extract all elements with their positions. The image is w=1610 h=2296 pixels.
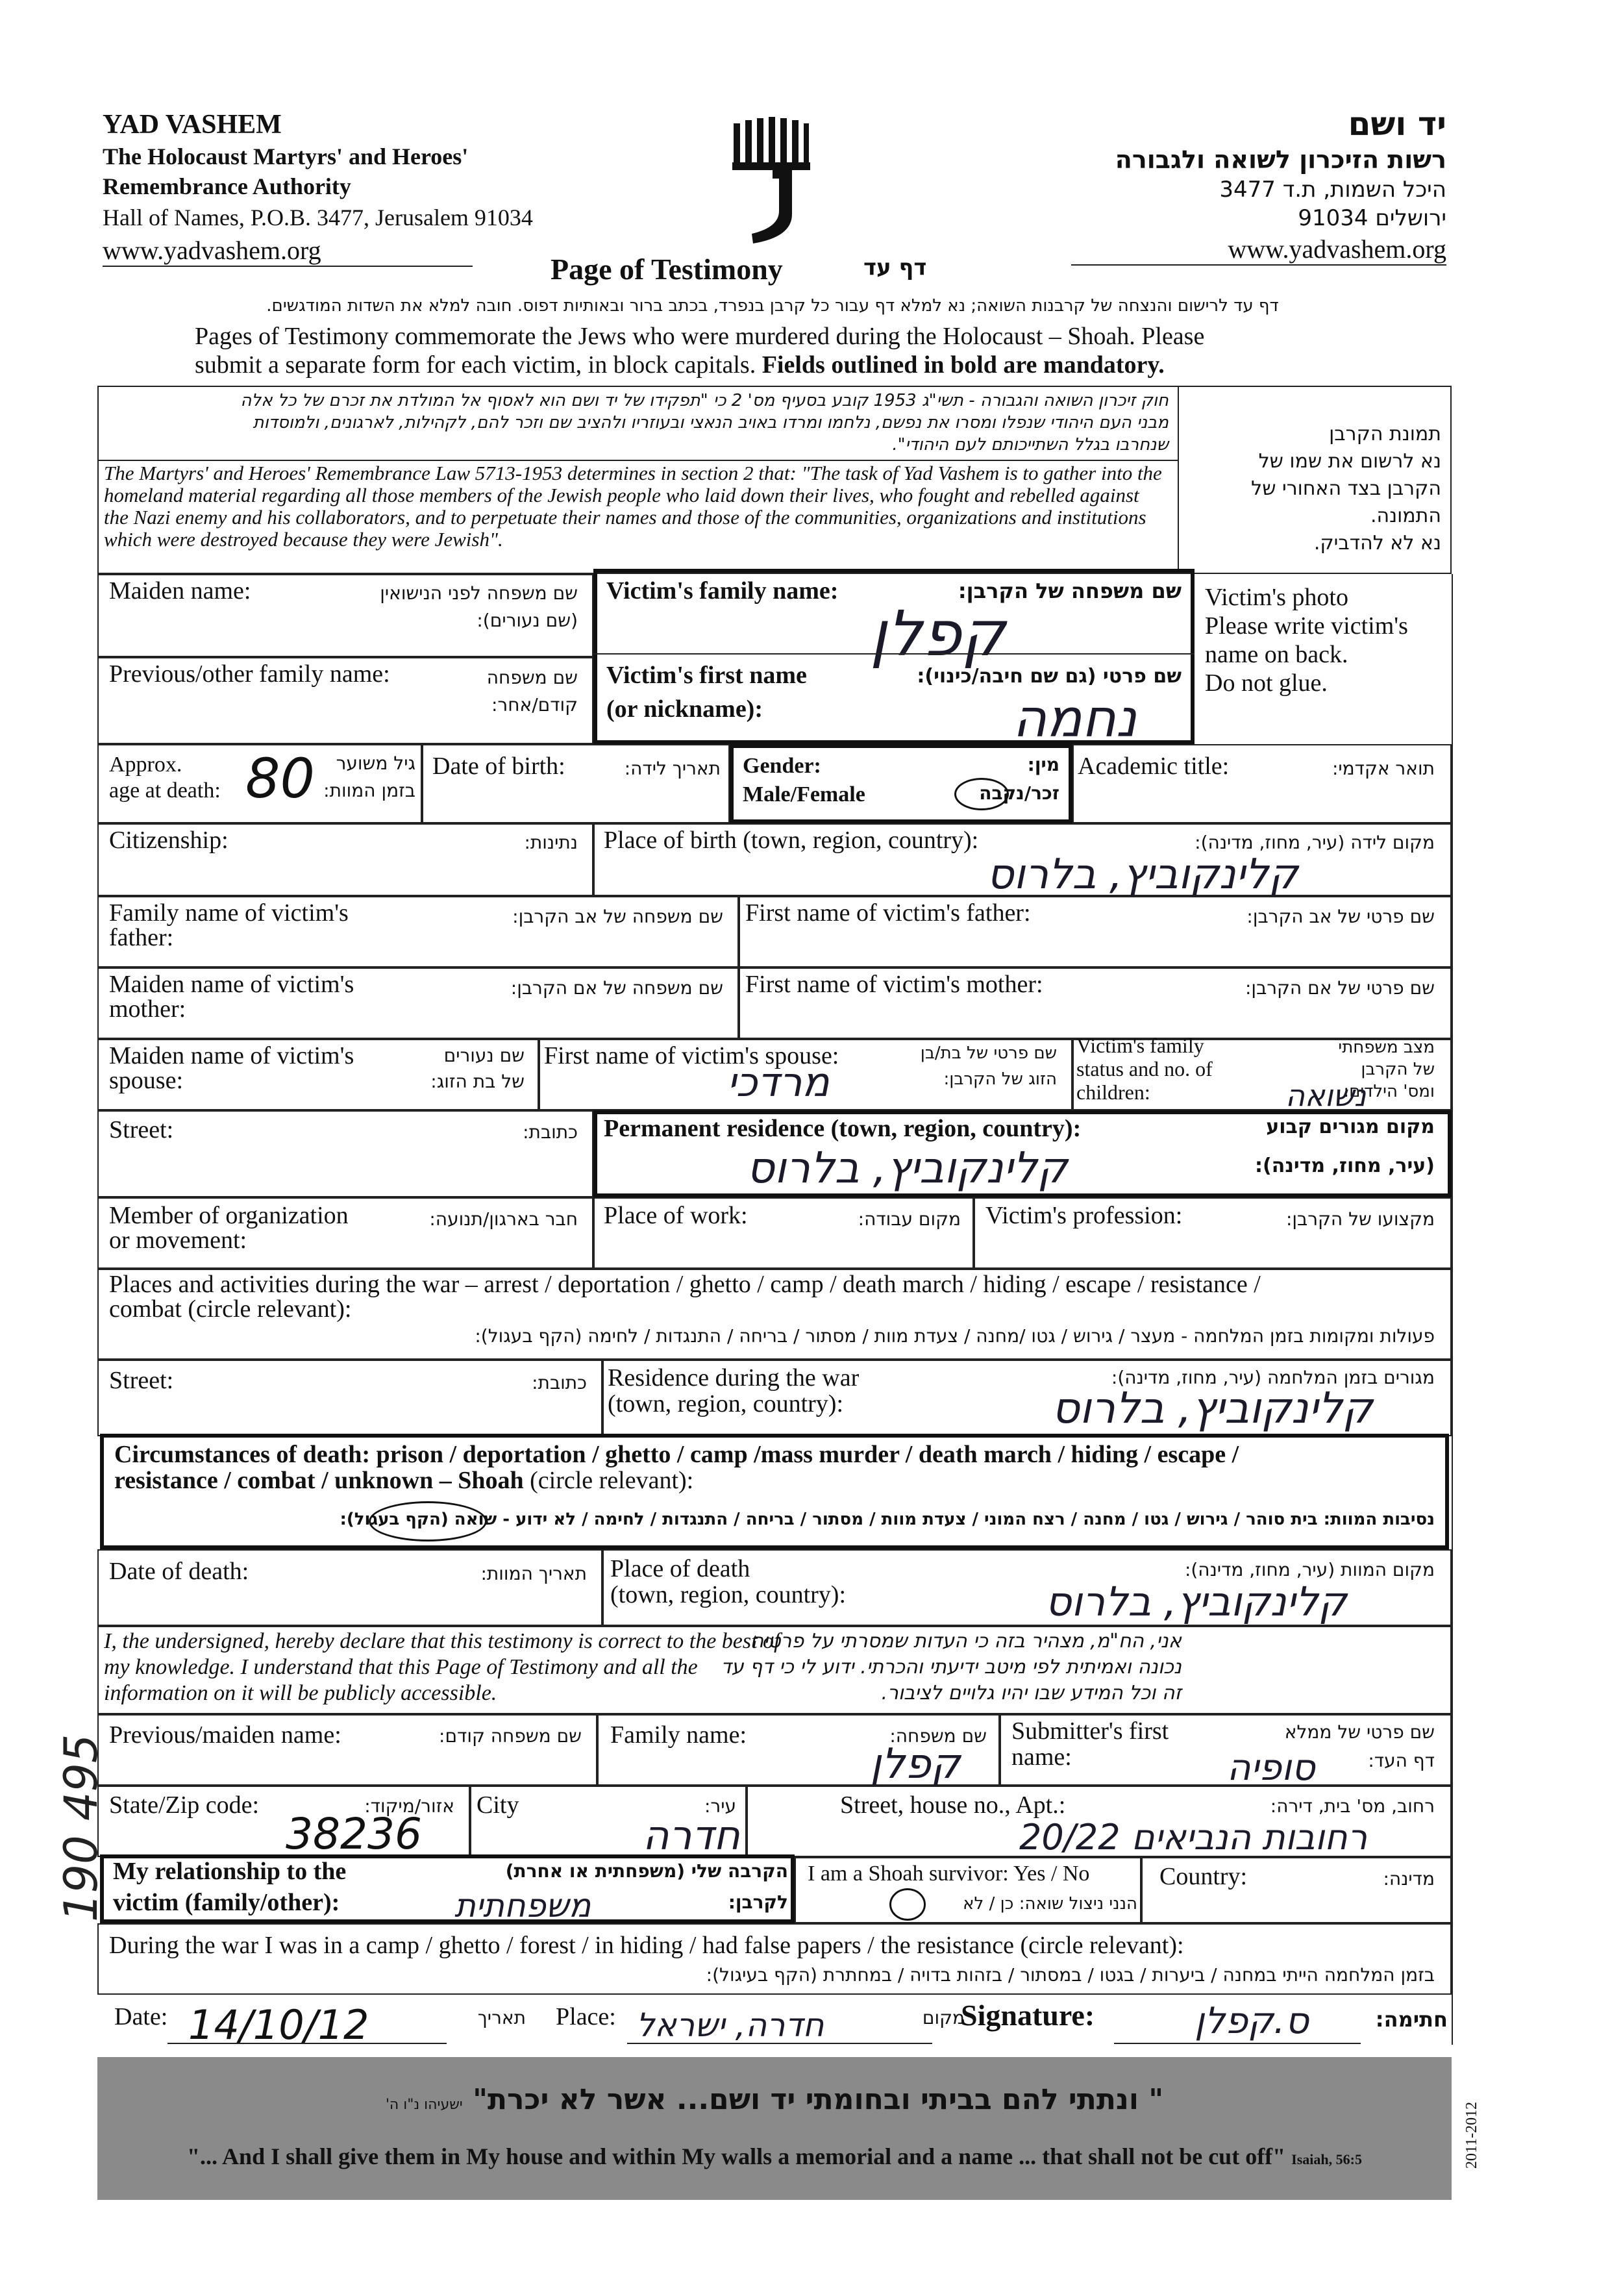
gender-label-2: Male/Female [743,782,865,806]
circumstances-label-he: נסיבות המוות: בית סוהר / גירוש / גטו / מחנה / רצח המוני / צעדת מוות / מסתור / בריחה / התנגדות / לחימה / לא ידוע - שואה (הקף בעגול): [340,1510,1435,1529]
survivor-no-circle [889,1888,926,1921]
permanent-residence-label-he-2: (עיר, מחוז, מדינה): [1255,1154,1435,1177]
place-of-death-label-2: (town, region, country): [610,1581,847,1608]
photo-divider [1178,386,1179,574]
intro-en-2-text: submit a separate form for each victim, in block capitals. [195,351,756,379]
relationship-label-2: victim (family/other): [113,1889,340,1916]
signature-label-he: חתימה: [1375,2007,1448,2032]
war-residence-label-he: מגורים בזמן המלחמה (עיר, מחוז, מדינה): [1111,1367,1435,1388]
maiden-name-label-he-2: (שם נעורים): [477,610,578,631]
declaration-en-2: my knowledge. I understand that this Page of Testimony and all the [104,1655,698,1679]
war-residence-label-2: (town, region, country): [608,1390,844,1417]
father-family-label-he: שם משפחה של אב הקרבן: [512,906,723,927]
father-family-label-2: father: [109,924,174,951]
first-name-label-2: (or nickname): [606,695,763,723]
family-status-he-2: של הקרבן [1361,1060,1435,1079]
family-status-label [1076,1034,1213,1104]
footer-ref-en: Isaiah, 56:5 [1291,2151,1362,2167]
submitter-family-label: Family name: [610,1721,747,1749]
form-right-border [1452,574,1453,2045]
war-activities-label-1: Places and activities during the war – arrest / deportation / ghetto / camp / death march / hiding / escape / resistance / [109,1271,1261,1298]
signature-label: Signature: [961,1999,1095,2032]
unknown-shoah-circle [369,1501,487,1541]
country-label-he: מדינה: [1383,1868,1435,1890]
father-first-label: First name of victim's father: [745,899,1031,927]
submitter-first-label-he-1: שם פרטי של ממלא [1284,1721,1435,1743]
dob-label: Date of birth: [432,753,565,780]
intro-en-bold: Fields outlined in bold are mandatory. [762,351,1165,379]
family-status-label-1: Victim's family [1076,1034,1204,1057]
photo-he-3: הקרבן בצד האחורי של [1251,477,1441,500]
permanent-residence-label: Permanent residence (town, region, country): [604,1115,1082,1142]
place-of-death-label-he: מקום המוות (עיר, מחוז, מדינה): [1184,1559,1435,1580]
victim-name-divider [593,653,1195,655]
address-he-2: ירושלים 91034 [1298,205,1446,231]
citizenship-label-he: נתינות: [524,832,578,853]
relationship-label-1: My relationship to the [113,1858,347,1885]
organization-label-1: Member of organization [109,1202,349,1229]
age-label-1: Approx. [109,753,182,777]
date-value[interactable]: 14/10/12 [188,2001,369,2049]
date-of-death-label: Date of death: [109,1558,249,1585]
place-of-work-label: Place of work: [604,1202,748,1229]
academic-title-label: Academic title: [1078,753,1230,780]
submitter-street-label: Street, house no., Apt.: [840,1791,1066,1819]
family-name-label: Victim's family name: [606,577,839,605]
survivor-label-he: הנני ניצול שואה: כן / לא [963,1894,1137,1914]
maiden-name-label: Maiden name: [109,577,251,605]
age-value[interactable]: 80 [245,747,315,810]
previous-name-label: Previous/other family name: [109,660,390,688]
photo-en-3: name on back. [1205,641,1348,668]
place-value[interactable]: חדרה, ישראל [636,2006,824,2044]
permanent-residence-label-he-1: מקום מגורים קבוע [1266,1116,1435,1138]
photo-he-2: נא לרשום את שמו של [1258,450,1441,473]
family-status-he-3: ומס' הילדים: [1343,1082,1435,1101]
profession-label-he: מקצועו של הקרבן: [1285,1208,1435,1230]
war-residence-value[interactable]: קלינקוביץ, בלרוס [1052,1383,1373,1433]
place-of-birth-value[interactable]: קלינקוביץ, בלרוס [987,851,1298,899]
website-en: www.yadvashem.org [103,235,473,267]
war-location-label-he: בזמן המלחמה הייתי במחנה / ביערות / בגטו / במסתור / בזהות בדויה / במחתרת (הקף בעיגול): [706,1964,1435,1986]
submitter-first-value[interactable]: סופיה [1227,1747,1315,1789]
war-street-label: Street: [109,1367,174,1394]
first-name-label-he: שם פרטי (גם שם חיבה/כינוי): [917,665,1182,688]
relationship-value[interactable]: משפחתית [454,1887,591,1925]
family-name-label-he: שם משפחה של הקרבן: [958,579,1182,603]
place-of-birth-label: Place of birth (town, region, country): [604,827,979,854]
citizenship-label: Citizenship: [109,827,229,854]
submitter-first-label-1: Submitter's first [1011,1717,1169,1745]
family-status-value[interactable]: נשואה [1285,1078,1367,1113]
submitter-previous-label-he: שם משפחה קודם: [439,1725,582,1747]
footer-quote-en [97,2143,1452,2170]
first-name-label-1: Victim's first name [606,662,807,689]
date-label: Date: [114,2003,168,2030]
photo-he-1: תמונת הקרבן [1329,423,1441,445]
zip-code-label-he: אזור/מיקוד: [364,1795,454,1817]
place-of-death-value[interactable]: קלינקוביץ, בלרוס [1045,1578,1347,1625]
family-status-label-3: children: [1076,1080,1150,1104]
war-location-label: During the war I was in a camp / ghetto / forest / in hiding / had false papers / the resistance (circle relevant): [109,1932,1184,1959]
declaration-en [104,1628,780,1706]
intro-he: דף עד לרישום והנצחה של קרבנות השואה; נא למלא דף עבור כל קרבן בנפרד, בכתב ברור ובאותיות דפוס. חובה למלא את השדות המודגשים. [266,296,1279,316]
organization-label-he: חבר בארגון/תנועה: [429,1208,578,1230]
gender-label-he-1: מין: [1027,754,1059,775]
photo-instructions-he [1188,421,1441,557]
submitter-first-label-he-2: דף העד: [1368,1750,1435,1771]
previous-name-label-he-1: שם משפחה [486,667,578,688]
place-of-death-label-1: Place of death [610,1555,750,1582]
gender-label-he-2: זכר/נקבה [979,782,1059,804]
declaration-he [721,1628,1182,1706]
war-street-label-he: כתובת: [532,1372,587,1393]
declaration-en-3: information on it will be publicly accessible. [104,1681,497,1705]
address-he-1: היכל השמות, ת.ד 3477 [1219,177,1446,203]
spouse-maiden-label-2: spouse: [109,1067,183,1094]
declaration-he-3: זה וכל המידע שבו יהיו גלויים לציבור. [881,1682,1182,1704]
intro-en-2 [195,351,1165,379]
circumstances-label-2: resistance / combat / unknown – Shoah [114,1467,524,1494]
declaration-he-2: נכונה ואמיתית לפי מיטב ידיעתי והכרתי. ידוע לי כי דף עד [721,1656,1182,1678]
yad-vashem-logo [727,117,811,247]
family-name-value[interactable]: קפלן [870,597,1006,670]
street-label: Street: [109,1116,174,1143]
war-activities-label-2: combat (circle relevant): [109,1295,352,1323]
submitter-family-label-he: שם משפחה: [889,1725,987,1747]
mother-maiden-label-he: שם משפחה של אם הקרבן: [510,977,723,999]
signature-value[interactable]: ס.קפלן [1195,2000,1309,2042]
website-he: www.yadvashem.org [1071,234,1446,266]
law-he-3: שנחרבו בגלל השתייכותם לעם היהודי". [892,435,1169,455]
submitter-street-label-he: רחוב, מס' בית, דירה: [1270,1795,1435,1817]
mother-maiden-label-1: Maiden name of victim's [109,971,354,998]
org-name-en: YAD VASHEM [103,110,282,140]
zip-code-label: State/Zip code: [109,1791,260,1819]
spouse-maiden-label-he-1: שם נעורים [443,1045,525,1066]
law-he-1: חוק זיכרון השואה והגבורה - תשי"ג 1953 קובע בסעיף מס' 2 כי "תפקידו של יד ושם הוא לאסוף אל המולדת את זכרם של כל אלה [240,391,1169,410]
age-label-he-1: גיל משוער [336,753,415,774]
academic-title-label-he: תואר אקדמי: [1331,758,1435,779]
spouse-maiden-label-he-2: של בת הזוג: [430,1071,525,1092]
signature-line [1114,2043,1361,2044]
organization-label-2: or movement: [109,1227,247,1254]
relationship-label-he-1: הקרבה שלי (משפחתית או אחרת) [505,1860,788,1882]
city-label-he: עיר: [704,1795,736,1817]
submitter-previous-label: Previous/maiden name: [109,1721,341,1749]
submitter-street-value[interactable]: רחובות הנביאים 20/22 [1019,1817,1368,1858]
first-name-value[interactable]: נחמה [1013,688,1137,749]
permanent-residence-value[interactable]: קלינקוביץ, בלרוס [747,1143,1068,1193]
photo-en-4: Do not glue. [1205,669,1328,697]
place-of-birth-label-he: מקום לידה (עיר, מחוז, מדינה): [1195,832,1435,853]
side-form-code: 2011-2012 [1463,2101,1480,2169]
photo-he-5: נא לא להדביק. [1313,532,1441,555]
place-of-work-label-he: מקום עבודה: [858,1208,961,1230]
city-value[interactable]: חדרה [643,1812,740,1859]
spouse-first-label-he-1: שם פרטי של בת/בן [920,1043,1057,1063]
gender-female-circle [954,778,1009,810]
spouse-first-value[interactable]: מרדכי [727,1058,830,1106]
family-status-label-2: status and no. of [1076,1057,1213,1080]
footer-quote-he-text: " ונתתי להם בביתי ובחומתי יד ושם... אשר לא יכרת" [473,2083,1164,2116]
page-title-en: Page of Testimony [551,253,783,286]
law-he-2: מבני העם היהודי שנפלו ומסרו את נפשם, נלחמו ומרדו באויב הנאצי ובעוזריו ולהציב שם וזכר להם, לקהילות, לארגונים, ולמוסדות [253,413,1169,432]
place-label: Place: [556,2003,616,2030]
survivor-label: I am a Shoah survivor: Yes / No [808,1862,1090,1886]
place-label-he: מקום [922,2007,965,2028]
footer-quote-en-text: "... And I shall give them in My house and within My walls a memorial and a name ... that shall not be cut off" [187,2143,1286,2169]
date-of-death-label-he: תאריך המוות: [480,1563,587,1584]
authority-he: רשות הזיכרון לשואה ולגבורה [1115,145,1446,174]
date-label-he: תאריך [477,2007,526,2028]
father-family-label-1: Family name of victim's [109,899,349,927]
spouse-maiden-label-1: Maiden name of victim's [109,1042,354,1069]
gender-label-1: Gender: [743,754,821,778]
address-en: Hall of Names, P.O.B. 3477, Jerusalem 91034 [103,205,533,231]
mother-maiden-label-2: mother: [109,995,186,1023]
photo-en-1: Victim's photo [1205,584,1348,611]
father-first-label-he: שם פרטי של אב הקרבן: [1246,906,1435,927]
authority-en-2: Remembrance Authority [103,173,351,199]
submitter-first-label-2: name: [1011,1743,1072,1771]
mother-first-label-he: שם פרטי של אם הקרבן: [1245,977,1435,999]
law-divider [97,460,1178,461]
law-en: The Martyrs' and Heroes' Remembrance Law 5713-1953 determines in section 2 that: "The task of Yad Vashem is to gather into the homeland material regarding all those members of the Jewish people who laid down their lives, who fought and rebelled against the Nazi enemy and his collaborators, and to perpetuate their names and those of the communities, organizations and institutions which were destroyed because they were Jewish". [104,462,1162,551]
authority-en-1: The Holocaust Martyrs' and Heroes' [103,144,469,169]
previous-name-label-he-2: קודם/אחר: [491,694,578,716]
submitter-family-value[interactable]: קפלן [870,1740,961,1788]
war-residence-label-1: Residence during the war [608,1364,860,1391]
dob-label-he: תאריך לידה: [624,758,721,779]
page-title-he: דף עד [863,255,927,281]
age-label-2: age at death: [109,779,221,803]
declaration-en-1: I, the undersigned, hereby declare that this testimony is correct to the best of [104,1629,780,1653]
declaration-he-1: אני, הח"מ, מצהיר בזה כי העדות שמסרתי על פרטיה [750,1630,1182,1653]
family-status-he-1: מצב משפחתי [1338,1038,1435,1057]
footer-quote-he [97,2083,1452,2116]
footer-ref-he: ישעיהו נ"ו ה' [385,2097,463,2113]
circumstances-label-3: (circle relevant): [530,1467,694,1494]
street-label-he: כתובת: [523,1121,578,1143]
profession-label: Victim's profession: [985,1202,1183,1229]
city-label: City [477,1791,519,1819]
relationship-label-he-2: לקרבן: [728,1891,788,1913]
photo-en-2: Please write victim's [1205,612,1408,640]
intro-en-1: Pages of Testimony commemorate the Jews who were murdered during the Holocaust – Shoah. Please [195,323,1205,350]
photo-he-4: התמונה. [1370,505,1441,527]
footer-quote-band [97,2057,1452,2200]
margin-handwritten-number: 190 495 [55,1734,108,1922]
maiden-name-label-he-1: שם משפחה לפני הנישואין [380,582,578,604]
country-label: Country: [1159,1863,1248,1890]
spouse-first-label: First name of victim's spouse: [544,1042,839,1069]
circumstances-label-1: Circumstances of death: prison / deportation / ghetto / camp /mass murder / death march / hiding / escape / [114,1441,1239,1468]
photo-instructions-en [1205,583,1408,697]
org-name-he: יד ושם [1348,105,1446,143]
war-activities-label-he: פעולות ומקומות בזמן המלחמה - מעצר / גירוש / גטו /מחנה / צעדת מוות / מסתור / בריחה / התנגדות / לחימה (הקף בעגול): [475,1325,1435,1347]
zip-code-value[interactable]: 38236 [286,1809,422,1859]
age-label-he-2: בזמן המוות: [323,780,415,801]
spouse-first-label-he-2: הזוג של הקרבן: [943,1069,1057,1089]
mother-first-label: First name of victim's mother: [745,971,1043,998]
law-he [104,390,1169,456]
